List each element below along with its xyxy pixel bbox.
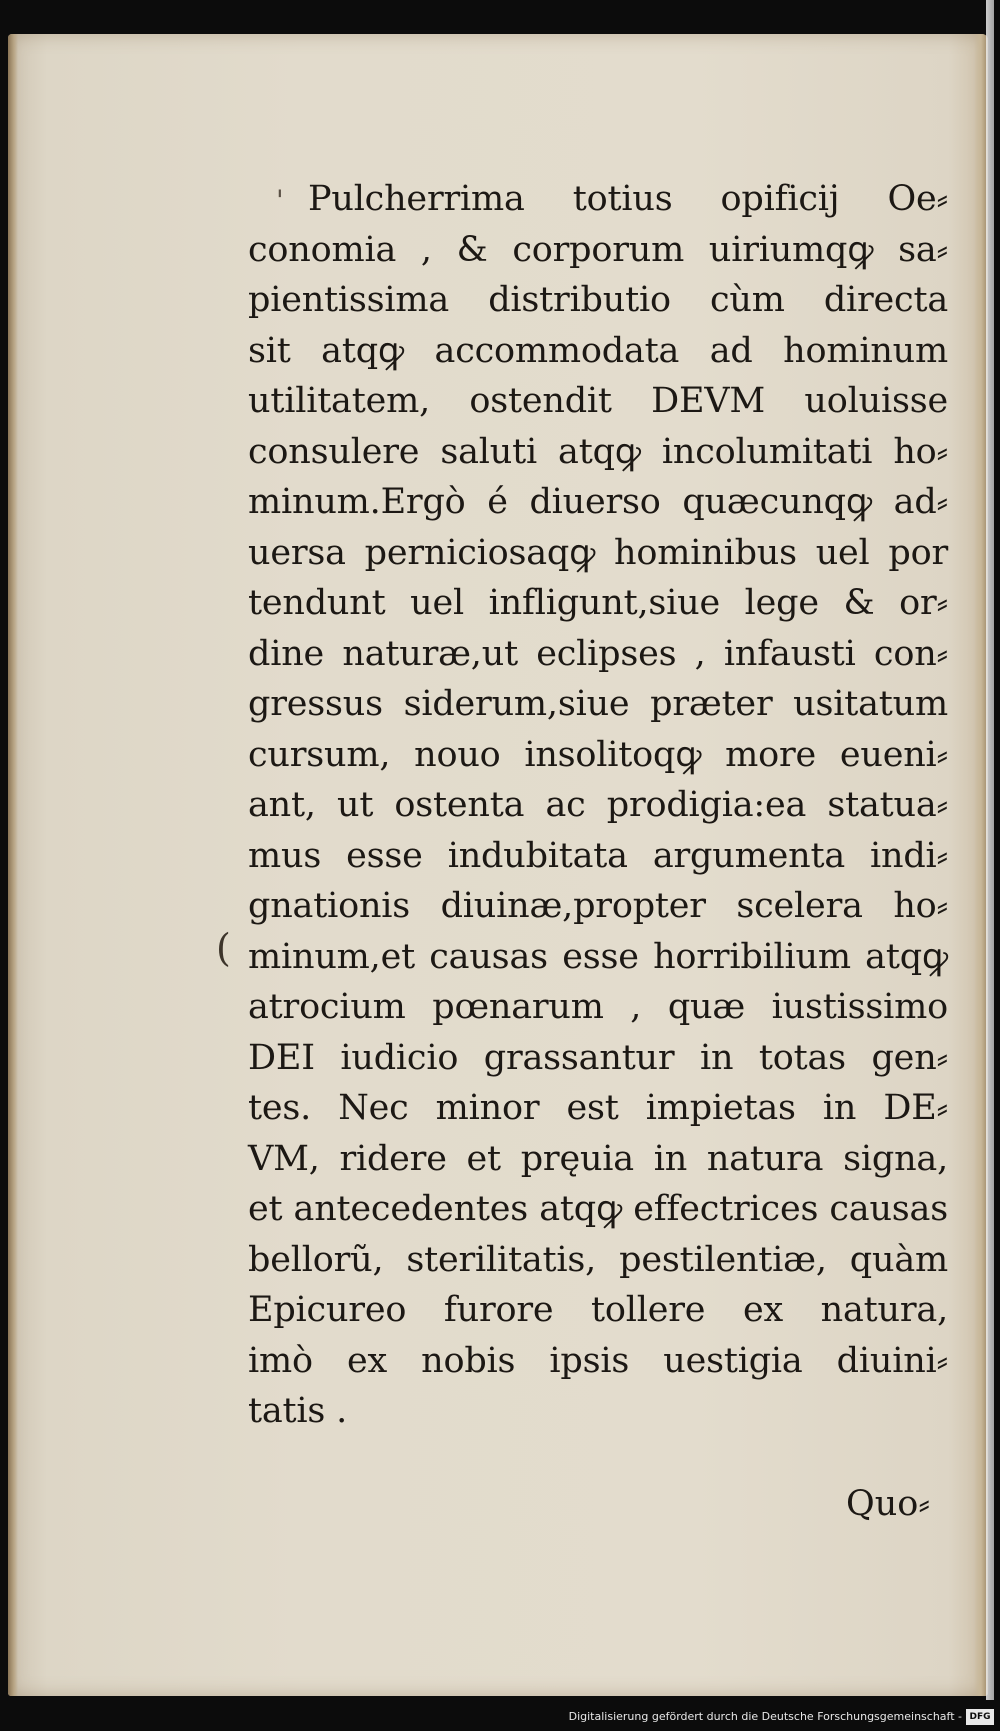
text-line-4: sit atqꝙ accommodata ad hominum (248, 330, 948, 371)
text-line-12: cursum, nouo insolitoqꝙ more eueni⸗ (248, 734, 948, 775)
text-line-25: tatis . (248, 1391, 348, 1431)
body-text (248, 174, 948, 1437)
text-line-7: minum.Ergò é diuerso quæcunqꝙ ad⸗ (248, 482, 948, 522)
text-line-19: tes. Nec minor est impietas in DE⸗ (248, 1088, 948, 1128)
text-line-14: mus esse indubitata argumenta indi⸗ (248, 835, 948, 876)
text-line-5: utilitatem, ostendit DEVM uoluisse (248, 381, 948, 421)
text-line-8: uersa perniciosaqꝙ hominibus uel por (248, 532, 948, 573)
text-line-3: pientissima distributio cùm directa (248, 280, 948, 320)
text-line-15: gnationis diuinæ,propter scelera ho⸗ (248, 886, 948, 926)
text-line-11: gressus siderum,siue præter usitatum (248, 684, 948, 724)
text-line-1: Pulcherrima totius opificij Oe⸗ (308, 179, 948, 219)
page-edge-left (8, 34, 18, 1696)
margin-bracket-mark: ( (216, 926, 231, 970)
book-page (8, 34, 988, 1696)
funding-credit: Digitalisierung gefördert durch die Deutsche Forschungsgemeinschaft - (568, 1710, 962, 1723)
text-line-21: et antecedentes atqꝙ effectrices causas (248, 1189, 948, 1229)
text-line-13: ant, ut ostenta ac prodigia:ea statua⸗ (248, 785, 948, 825)
text-line-9: tendunt uel infligunt,siue lege & or⸗ (248, 583, 948, 623)
text-line-18: DEI iudicio grassantur in totas gen⸗ (248, 1037, 948, 1078)
text-line-6: consulere saluti atqꝙ incolumitati ho⸗ (248, 431, 948, 472)
text-line-23: Epicureo furore tollere ex natura, (248, 1290, 948, 1330)
text-line-10: dine naturæ,ut eclipses , infausti con⸗ (248, 633, 948, 674)
text-line-17: atrocium pœnarum , quæ iustissimo (248, 987, 948, 1027)
text-line-2: conomia , & corporum uiriumqꝙ sa⸗ (248, 229, 948, 270)
text-line-20: VM, ridere et pręuia in natura signa, (248, 1138, 948, 1179)
text-line-22: bellorũ, sterilitatis, pestilentiæ, quàm (248, 1239, 948, 1280)
binding-strip (986, 0, 994, 1700)
text-line-24: imò ex nobis ipsis uestigia diuini⸗ (248, 1340, 948, 1381)
dfg-logo-icon: DFG (966, 1709, 994, 1725)
footer-bar (0, 1701, 1000, 1731)
text-line-16: minum,et causas esse horribilium atqꝙ (248, 936, 948, 977)
catchword: Quo⸗ (846, 1484, 930, 1524)
top-mark: ' (276, 184, 284, 217)
